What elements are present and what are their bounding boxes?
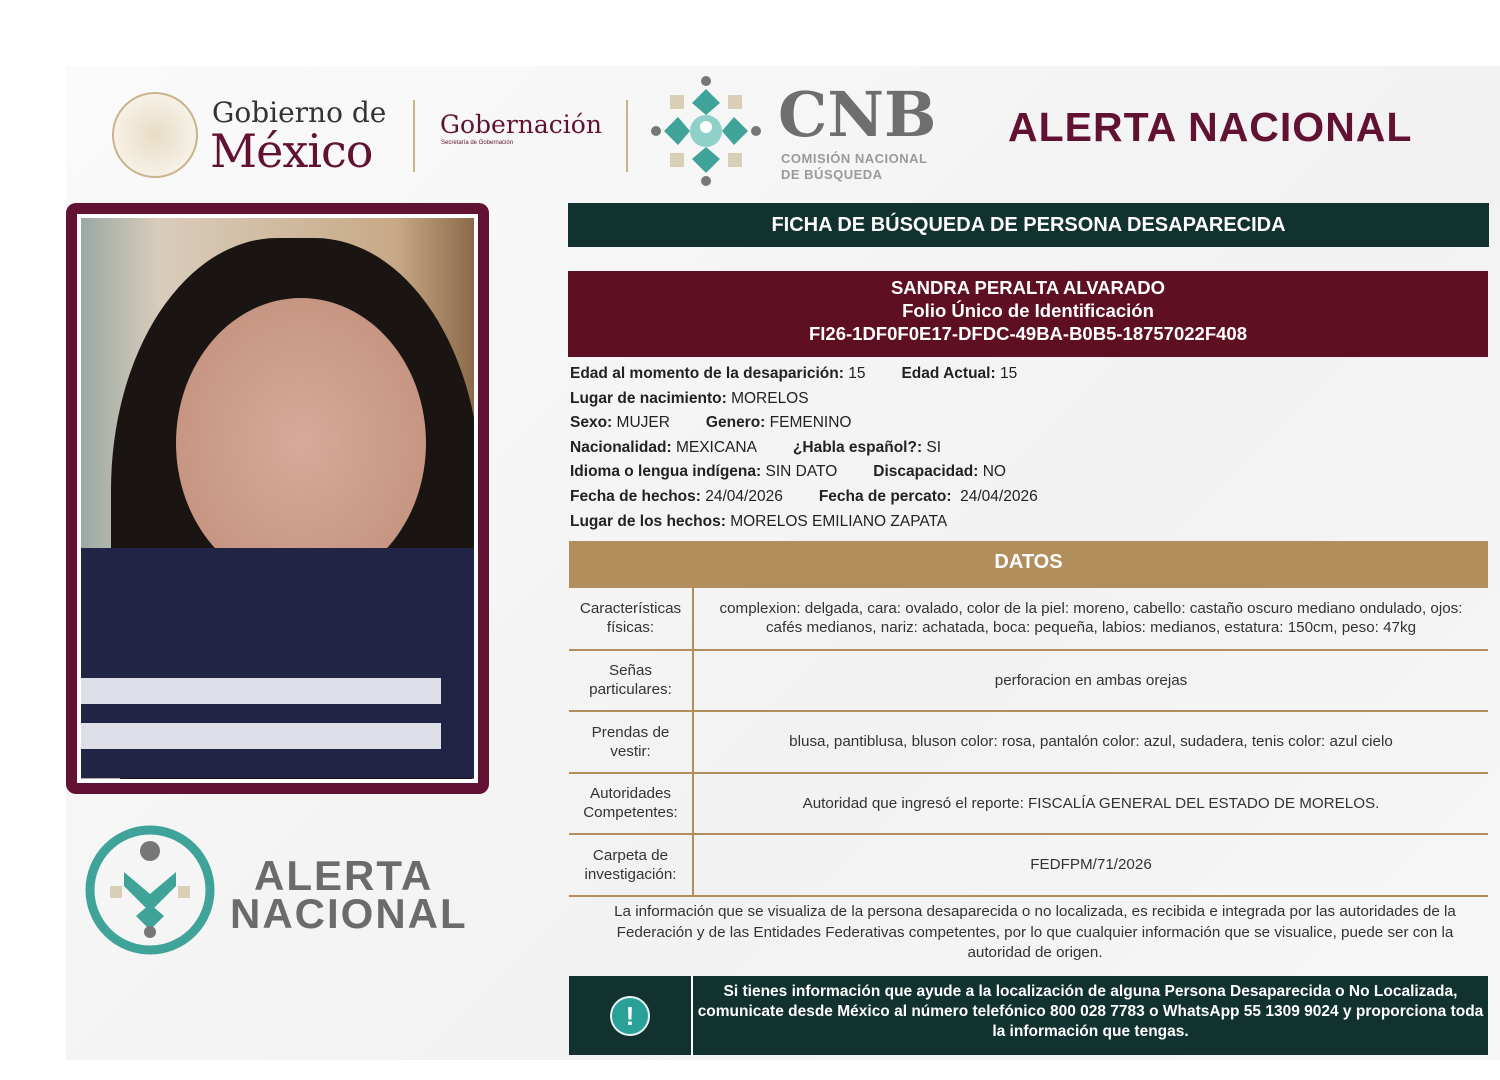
label: Lugar de los hechos: — [570, 512, 726, 530]
row-value: blusa, pantiblusa, bluson color: rosa, pantalón color: azul, sudadera, tenis color: azul cielo — [693, 711, 1488, 773]
edad-desaparicion: 15 — [848, 365, 866, 382]
gobernacion-subtitle: Secretaría de Gobernación — [441, 140, 514, 146]
label: Fecha de hechos: — [570, 487, 701, 505]
sexo: MUJER — [616, 414, 670, 432]
row-label: Señas particulares: — [569, 650, 693, 712]
alerta-logo-line2: NACIONAL — [230, 890, 468, 937]
exclamation-icon: ! — [610, 996, 650, 1036]
label: ¿Habla español?: — [792, 438, 923, 456]
gobierno-logo-line2: México — [210, 124, 373, 178]
folio-id: FI26-1DF0F0E17-DFDC-49BA-B0B5-18757022F408 — [808, 323, 1248, 344]
alerta-logo-line1: ALERTA — [254, 852, 434, 899]
label: Genero: — [705, 414, 766, 432]
disclaimer: La información que se visualiza de la persona desaparecida o no localizada, es recibida e integrada por las autoridades de la Federación y de las Entidades Federativas competentes, por lo que cualquier información que se visualice, puede ser con la autoridad de origen. — [614, 903, 1456, 961]
label: Edad al momento de la desaparición: — [570, 365, 844, 382]
row-label: Autoridades Competentes: — [569, 773, 693, 835]
label: Lugar de nacimiento: — [570, 389, 727, 407]
row-value: FEDFPM/71/2026 — [693, 834, 1488, 896]
idioma: SIN DATO — [765, 463, 838, 481]
divider — [413, 100, 415, 172]
row-label: Prendas de vestir: — [569, 711, 693, 773]
table-row — [569, 588, 1488, 650]
alert-icon-cell — [569, 976, 693, 1055]
contact-text: Si tienes información que ayude a la localización de alguna Persona Desaparecida o No Localizada, comunicate desde México al número telefónico 800 028 7783 o WhatsApp 55 1309 9024 y proporciona toda la información que tengas. — [697, 983, 1484, 1040]
fecha-percato: 24/04/2026 — [960, 487, 1038, 505]
label: Idioma o lengua indígena: — [570, 463, 762, 481]
person-header — [568, 271, 1488, 357]
row-value: perforacion en ambas orejas — [693, 650, 1488, 712]
label: Fecha de percato: — [818, 487, 952, 505]
lugar-hechos: MORELOS EMILIANO ZAPATA — [730, 512, 948, 530]
datos-header: DATOS — [569, 541, 1488, 588]
gobierno-logo-line1: Gobierno de — [212, 96, 387, 129]
person-name: SANDRA PERALTA ALVARADO — [890, 277, 1166, 298]
label: Nacionalidad: — [570, 438, 672, 456]
edad-actual: 15 — [999, 365, 1018, 382]
cnb-emblem-icon — [650, 75, 762, 187]
cnb-logo-text: CNB — [778, 78, 937, 151]
alerta-nacional-emblem-icon — [84, 824, 216, 956]
person-photo-frame — [66, 203, 489, 794]
divider — [626, 100, 628, 172]
person-info — [570, 362, 1038, 534]
cnb-subtitle-line1: COMISIÓN NACIONAL — [781, 151, 928, 166]
alerta-nacional-title: ALERTA NACIONAL — [1008, 104, 1413, 150]
fecha-hechos: 24/04/2026 — [705, 487, 783, 505]
cnb-subtitle — [781, 151, 927, 183]
table-row — [569, 650, 1488, 712]
ficha-title-banner: FICHA DE BÚSQUEDA DE PERSONA DESAPARECIDA — [568, 203, 1489, 247]
row-value: complexion: delgada, cara: ovalado, color de la piel: moreno, cabello: castaño oscuro mediano ondulado, ojos: cafés medianos, nariz: achatada, boca: pequeña, labios: medianos, estatura: 150cm, peso: 47kg — [693, 588, 1488, 650]
mexico-seal-logo — [112, 92, 198, 178]
label: Discapacidad: — [873, 463, 979, 481]
genero: FEMENINO — [769, 414, 852, 432]
row-label: Carpeta de investigación: — [569, 834, 693, 896]
label: Sexo: — [570, 414, 613, 432]
discapacidad: NO — [982, 463, 1006, 481]
table-row — [569, 773, 1488, 835]
table-row — [569, 834, 1488, 896]
lugar-nacimiento: MORELOS — [731, 389, 809, 407]
contact-banner — [569, 976, 1488, 1055]
cnb-subtitle-line2: DE BÚSQUEDA — [781, 167, 883, 182]
row-value: Autoridad que ingresó el reporte: FISCALÍA GENERAL DEL ESTADO DE MORELOS. — [693, 773, 1488, 835]
row-label: Características físicas: — [569, 588, 693, 650]
person-photo — [81, 218, 474, 779]
table-row — [569, 711, 1488, 773]
folio-label: Folio Único de Identificación — [902, 300, 1154, 321]
nacionalidad: MEXICANA — [675, 438, 757, 456]
gobernacion-logo: Gobernación — [440, 110, 602, 139]
habla-espanol: SI — [926, 438, 942, 456]
label: Edad Actual: — [901, 365, 996, 382]
datos-table — [569, 588, 1488, 897]
